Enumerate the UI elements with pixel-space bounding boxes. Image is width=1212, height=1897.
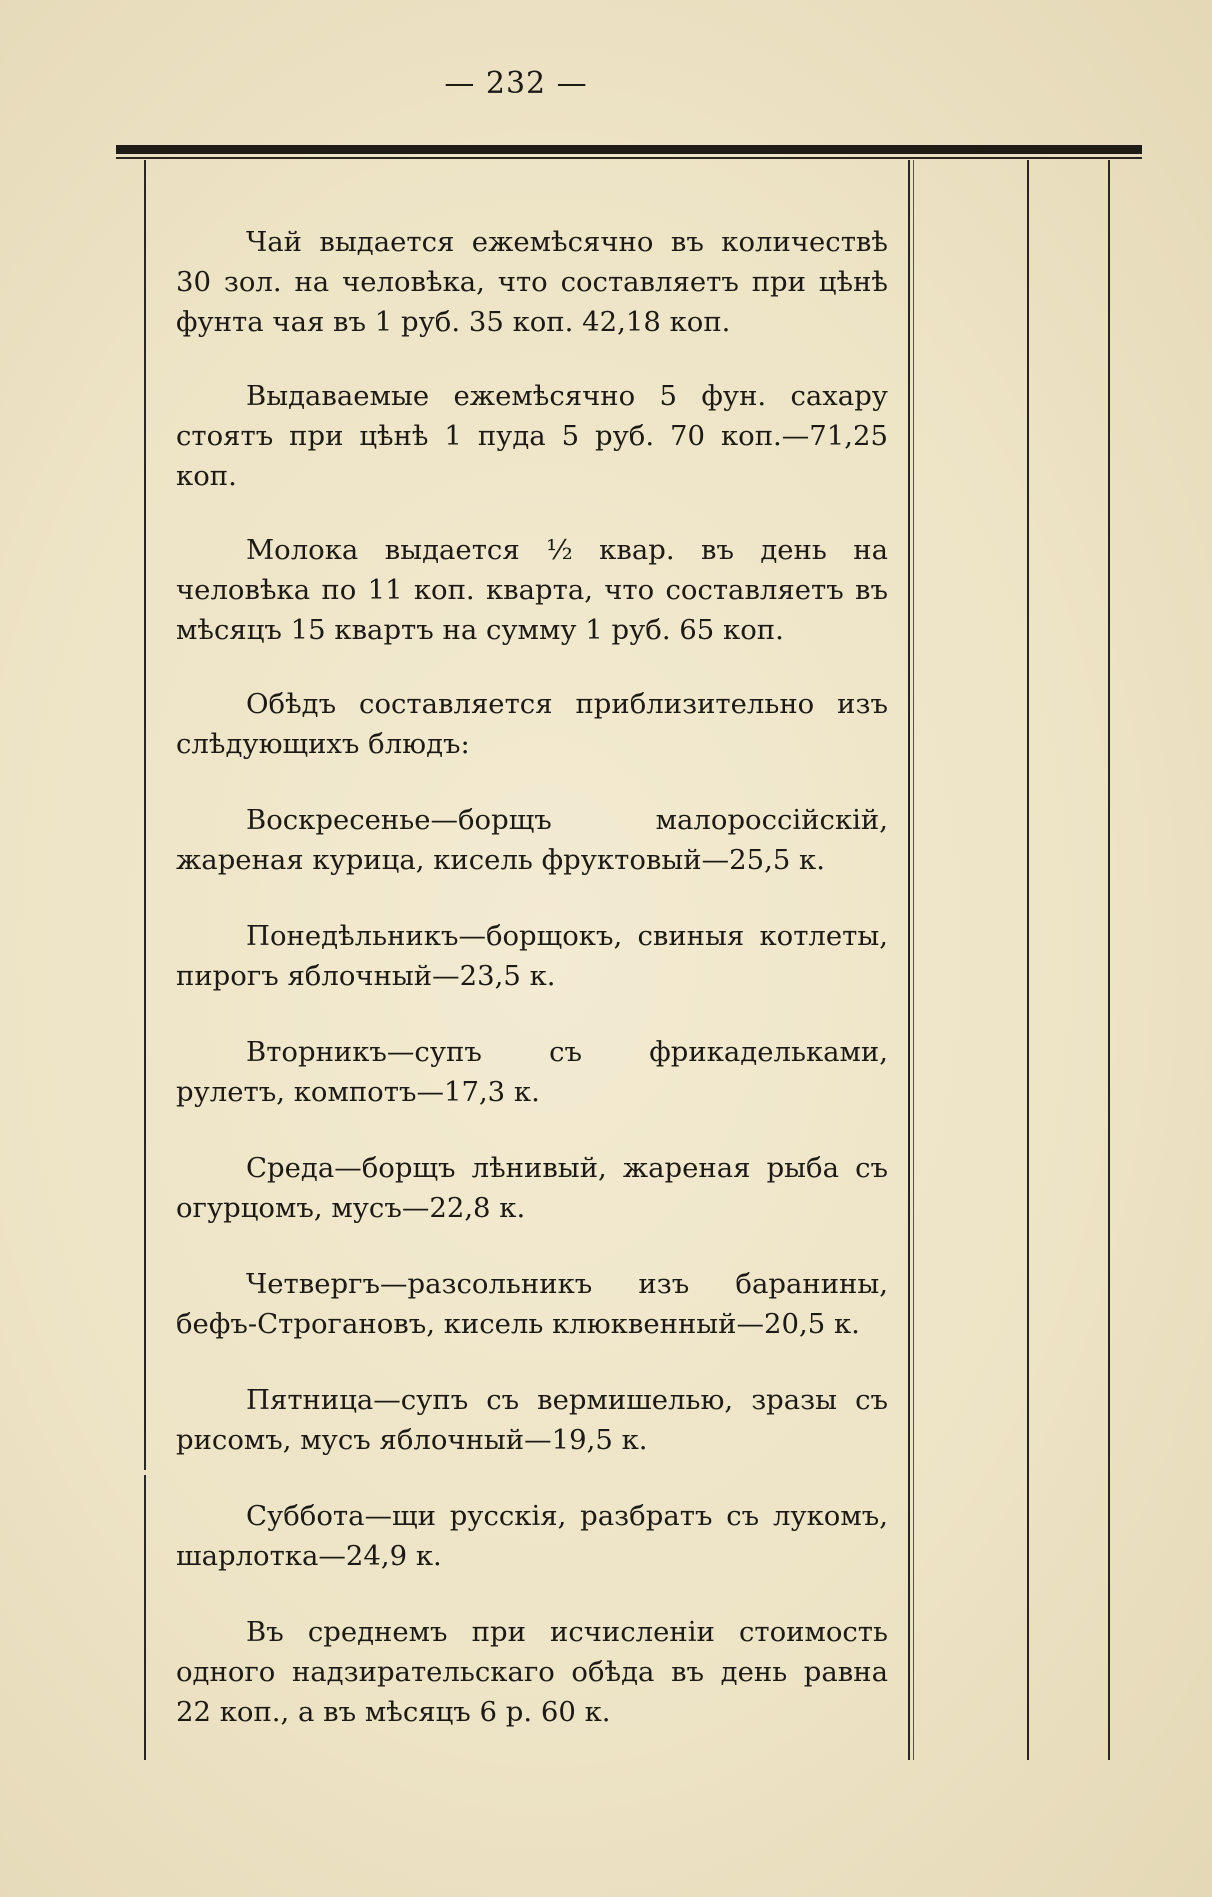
paragraph-saturday: Суббота—щи русскія, разбратъ съ лукомъ, шарлотка—24,9 к. (176, 1500, 888, 1572)
paragraph-thursday: Четвергъ—разсольникъ изъ баранины, бефъ-Строгановъ, кисель клюквенный—20,5 к. (176, 1268, 888, 1340)
page-number: — 232 — (444, 66, 588, 101)
paragraph-milk: Молока выдается ½ квар. въ день на человѣка по 11 коп. кварта, что составляетъ въ мѣсяцъ 15 квартъ на сумму 1 руб. 65 коп. (176, 534, 888, 646)
column-rule-far-right (1108, 160, 1110, 1760)
paragraph-tea: Чай выдается ежемѣсячно въ количествѣ 30 зол. на человѣка, что составляетъ при цѣнѣ фунта чая въ 1 руб. 35 коп. 42,18 коп. (176, 226, 888, 338)
top-rule-thin (116, 157, 1142, 159)
paragraph-monday: Понедѣльникъ—борщокъ, свиныя котлеты, пирогъ яблочный—23,5 к. (176, 920, 888, 992)
column-rule-left (144, 160, 146, 1470)
top-rule (116, 145, 1142, 154)
paragraph-average: Въ среднемъ при исчисленіи стоимость одного надзирательскаго обѣда въ день равна 22 коп., а въ мѣсяцъ 6 р. 60 к. (176, 1616, 888, 1728)
column-rule-middle-thin (913, 160, 914, 1760)
column-rule-right (1027, 160, 1029, 1760)
text-column (176, 222, 888, 1732)
column-rule-middle (908, 160, 910, 1760)
paragraph-sunday: Воскресенье—борщъ малороссійскій, жареная курица, кисель фруктовый—25,5 к. (176, 804, 888, 876)
column-rule-left-lower (144, 1475, 146, 1760)
paragraph-tuesday: Вторникъ—супъ съ фрикадельками, рулетъ, компотъ—17,3 к. (176, 1036, 888, 1108)
paragraph-sugar: Выдаваемые ежемѣсячно 5 фун. сахару стоятъ при цѣнѣ 1 пуда 5 руб. 70 коп.—71,25 коп. (176, 380, 888, 492)
paragraph-friday: Пятница—супъ съ вермишелью, зразы съ рисомъ, мусъ яблочный—19,5 к. (176, 1384, 888, 1456)
paragraph-dinner-intro: Обѣдъ составляется приблизительно изъ слѣдующихъ блюдъ: (176, 688, 888, 760)
paragraph-wednesday: Среда—борщъ лѣнивый, жареная рыба съ огурцомъ, мусъ—22,8 к. (176, 1152, 888, 1224)
